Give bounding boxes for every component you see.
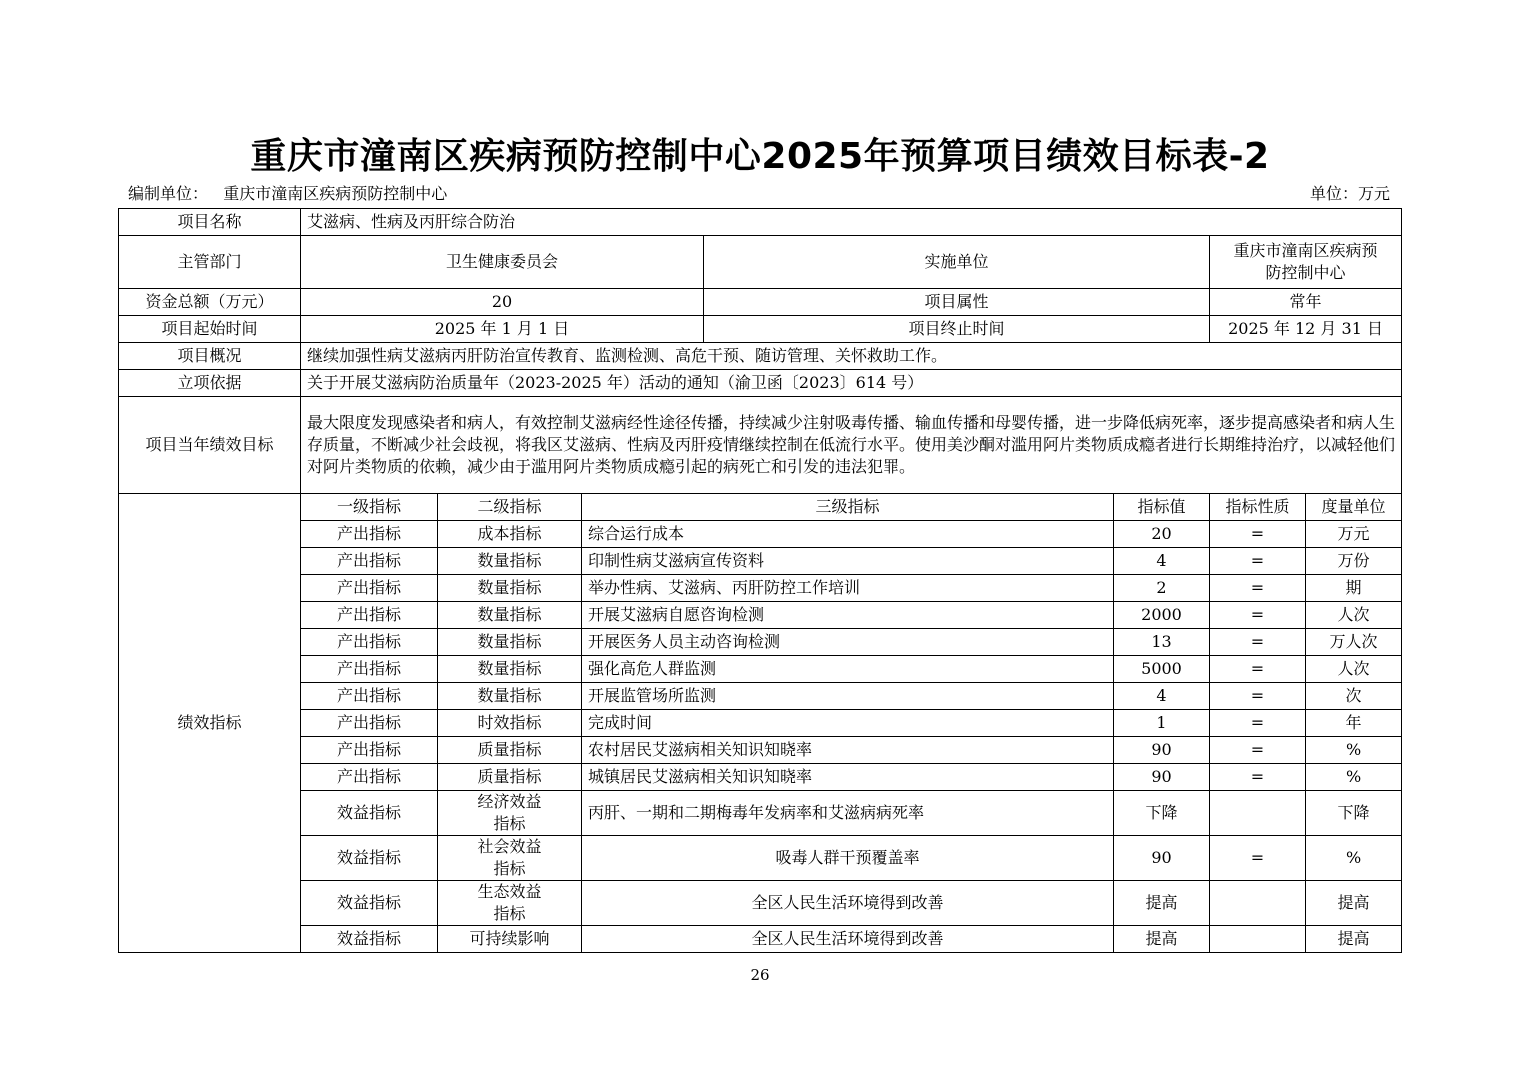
- value-cell: 5000: [1114, 656, 1210, 683]
- level3-cell: 印制性病艾滋病宣传资料: [582, 548, 1114, 575]
- value-cell: 20: [1114, 521, 1210, 548]
- table-row: [119, 629, 1402, 656]
- header-nature: 指标性质: [1210, 494, 1306, 521]
- value-cell: 下降: [1114, 791, 1210, 836]
- level3-cell: 丙肝、一期和二期梅毒年发病率和艾滋病病死率: [582, 791, 1114, 836]
- value-cell: 1: [1114, 710, 1210, 737]
- overview-label: 项目概况: [119, 343, 301, 370]
- unit-cell: 人次: [1306, 656, 1402, 683]
- dept-value: 卫生健康委员会: [301, 236, 704, 289]
- unit-cell: 提高: [1306, 926, 1402, 953]
- level2-cell: [438, 881, 582, 926]
- table-row: [119, 602, 1402, 629]
- table-row: [119, 710, 1402, 737]
- table-row: [119, 656, 1402, 683]
- unit-cell: 人次: [1306, 602, 1402, 629]
- header-level2: 二级指标: [438, 494, 582, 521]
- unit-cell: 提高: [1306, 881, 1402, 926]
- level2-cell: 质量指标: [438, 764, 582, 791]
- level1-cell: 产出指标: [301, 656, 438, 683]
- nature-cell: =: [1210, 683, 1306, 710]
- dept-label: 主管部门: [119, 236, 301, 289]
- table-row: [119, 926, 1402, 953]
- nature-cell: =: [1210, 602, 1306, 629]
- performance-target-table: [118, 208, 1402, 953]
- level2-cell: 可持续影响: [438, 926, 582, 953]
- level2-cell: 数量指标: [438, 602, 582, 629]
- impl-line-2: 防控制中心: [1265, 263, 1346, 282]
- basis-label: 立项依据: [119, 370, 301, 397]
- unit-cell: %: [1306, 764, 1402, 791]
- start-label: 项目起始时间: [119, 316, 301, 343]
- level2-cell: 数量指标: [438, 656, 582, 683]
- level1-cell: 产出指标: [301, 737, 438, 764]
- level3-cell: 举办性病、艾滋病、丙肝防控工作培训: [582, 575, 1114, 602]
- value-cell: 90: [1114, 737, 1210, 764]
- level2-cell: 时效指标: [438, 710, 582, 737]
- value-cell: 提高: [1114, 926, 1210, 953]
- table-row: [119, 548, 1402, 575]
- basis-value: 关于开展艾滋病防治质量年（2023-2025 年）活动的通知（渝卫函〔2023〕614 号）: [301, 370, 1402, 397]
- nature-cell: [1210, 926, 1306, 953]
- nature-cell: =: [1210, 656, 1306, 683]
- attr-value: 常年: [1210, 289, 1402, 316]
- level2-cell: 数量指标: [438, 548, 582, 575]
- nature-cell: [1210, 791, 1306, 836]
- table-row: [119, 881, 1402, 926]
- header-level3: 三级指标: [582, 494, 1114, 521]
- level1-cell: 效益指标: [301, 836, 438, 881]
- level2-cell: [438, 836, 582, 881]
- level3-cell: 农村居民艾滋病相关知识知晓率: [582, 737, 1114, 764]
- level2-line-1: 社会效益: [477, 837, 542, 856]
- goal-value: 最大限度发现感染者和病人，有效控制艾滋病经性途径传播，持续减少注射吸毒传播、输血传播和母婴传播，进一步降低病死率，逐步提高感染者和病人生存质量，不断减少社会歧视，将我区艾滋病、性病及丙肝疫情继续控制在低流行水平。使用美沙酮对滥用阿片类物质成瘾者进行长期维持治疗，以减轻他们对阿片类物质的依赖，减少由于滥用阿片类物质成瘾引起的病死亡和引发的违法犯罪。: [301, 397, 1402, 494]
- impl-line-1: 重庆市潼南区疾病预: [1233, 241, 1378, 260]
- overview-value: 继续加强性病艾滋病丙肝防治宣传教育、监测检测、高危干预、随访管理、关怀救助工作。: [301, 343, 1402, 370]
- value-cell: 4: [1114, 548, 1210, 575]
- compiling-unit: [128, 182, 447, 206]
- level1-cell: 产出指标: [301, 629, 438, 656]
- value-cell: 4: [1114, 683, 1210, 710]
- nature-cell: =: [1210, 710, 1306, 737]
- project-name: 艾滋病、性病及丙肝综合防治: [301, 209, 1402, 236]
- level1-cell: 产出指标: [301, 764, 438, 791]
- table-row: [119, 683, 1402, 710]
- nature-cell: =: [1210, 548, 1306, 575]
- table-row: [119, 737, 1402, 764]
- unit-cell: %: [1306, 737, 1402, 764]
- level2-cell: 数量指标: [438, 629, 582, 656]
- level2-line-1: 经济效益: [477, 792, 542, 811]
- level2-line-2: 指标: [493, 814, 526, 833]
- unit-cell: 次: [1306, 683, 1402, 710]
- level3-cell: 全区人民生活环境得到改善: [582, 881, 1114, 926]
- level3-cell: 开展监管场所监测: [582, 683, 1114, 710]
- level1-cell: 产出指标: [301, 683, 438, 710]
- page-number: 26: [750, 966, 770, 984]
- nature-cell: =: [1210, 737, 1306, 764]
- nature-cell: =: [1210, 521, 1306, 548]
- level1-cell: 产出指标: [301, 575, 438, 602]
- impl-value: [1210, 236, 1402, 289]
- level2-cell: [438, 791, 582, 836]
- level2-cell: 数量指标: [438, 683, 582, 710]
- end-label: 项目终止时间: [704, 316, 1210, 343]
- level3-cell: 城镇居民艾滋病相关知识知晓率: [582, 764, 1114, 791]
- value-cell: 13: [1114, 629, 1210, 656]
- level2-cell: 成本指标: [438, 521, 582, 548]
- value-cell: 提高: [1114, 881, 1210, 926]
- level3-cell: 吸毒人群干预覆盖率: [582, 836, 1114, 881]
- level1-cell: 效益指标: [301, 791, 438, 836]
- nature-cell: [1210, 881, 1306, 926]
- compiling-unit-label: 编制单位：: [128, 184, 209, 203]
- nature-cell: =: [1210, 629, 1306, 656]
- unit-cell: 万人次: [1306, 629, 1402, 656]
- header-unit: 度量单位: [1306, 494, 1402, 521]
- nature-cell: =: [1210, 836, 1306, 881]
- level1-cell: 产出指标: [301, 548, 438, 575]
- level3-cell: 完成时间: [582, 710, 1114, 737]
- table-row: [119, 791, 1402, 836]
- level1-cell: 产出指标: [301, 602, 438, 629]
- page-title: 重庆市潼南区疾病预防控制中心2025年预算项目绩效目标表-2: [250, 136, 1270, 177]
- table-row: [119, 575, 1402, 602]
- level2-line-2: 指标: [493, 859, 526, 878]
- document-meta: [128, 182, 1390, 206]
- attr-label: 项目属性: [704, 289, 1210, 316]
- unit-cell: 年: [1306, 710, 1402, 737]
- level1-cell: 产出指标: [301, 521, 438, 548]
- header-value: 指标值: [1114, 494, 1210, 521]
- level2-cell: 质量指标: [438, 737, 582, 764]
- level3-cell: 开展艾滋病自愿咨询检测: [582, 602, 1114, 629]
- table-row: [119, 836, 1402, 881]
- level3-cell: 强化高危人群监测: [582, 656, 1114, 683]
- fund-value: 20: [301, 289, 704, 316]
- level2-line-1: 生态效益: [477, 882, 542, 901]
- nature-cell: =: [1210, 575, 1306, 602]
- value-cell: 90: [1114, 836, 1210, 881]
- level1-cell: 产出指标: [301, 710, 438, 737]
- level3-cell: 全区人民生活环境得到改善: [582, 926, 1114, 953]
- project-name-label: 项目名称: [119, 209, 301, 236]
- goal-label: 项目当年绩效目标: [119, 397, 301, 494]
- value-cell: 2000: [1114, 602, 1210, 629]
- level3-cell: 开展医务人员主动咨询检测: [582, 629, 1114, 656]
- unit-cell: 万份: [1306, 548, 1402, 575]
- level1-cell: 效益指标: [301, 881, 438, 926]
- value-cell: 90: [1114, 764, 1210, 791]
- currency-unit: 单位：万元: [1309, 184, 1390, 203]
- fund-label: 资金总额（万元）: [119, 289, 301, 316]
- nature-cell: =: [1210, 764, 1306, 791]
- level1-cell: 效益指标: [301, 926, 438, 953]
- start-value: 2025 年 1 月 1 日: [301, 316, 704, 343]
- header-level1: 一级指标: [301, 494, 438, 521]
- indicator-section-label: 绩效指标: [119, 494, 301, 953]
- value-cell: 2: [1114, 575, 1210, 602]
- level3-cell: 综合运行成本: [582, 521, 1114, 548]
- end-value: 2025 年 12 月 31 日: [1210, 316, 1402, 343]
- level2-line-2: 指标: [493, 904, 526, 923]
- compiling-unit-name: 重庆市潼南区疾病预防控制中心: [223, 184, 448, 203]
- table-row: [119, 764, 1402, 791]
- unit-cell: 万元: [1306, 521, 1402, 548]
- table-row: [119, 521, 1402, 548]
- impl-label: 实施单位: [704, 236, 1210, 289]
- unit-cell: %: [1306, 836, 1402, 881]
- level2-cell: 数量指标: [438, 575, 582, 602]
- unit-cell: 下降: [1306, 791, 1402, 836]
- unit-cell: 期: [1306, 575, 1402, 602]
